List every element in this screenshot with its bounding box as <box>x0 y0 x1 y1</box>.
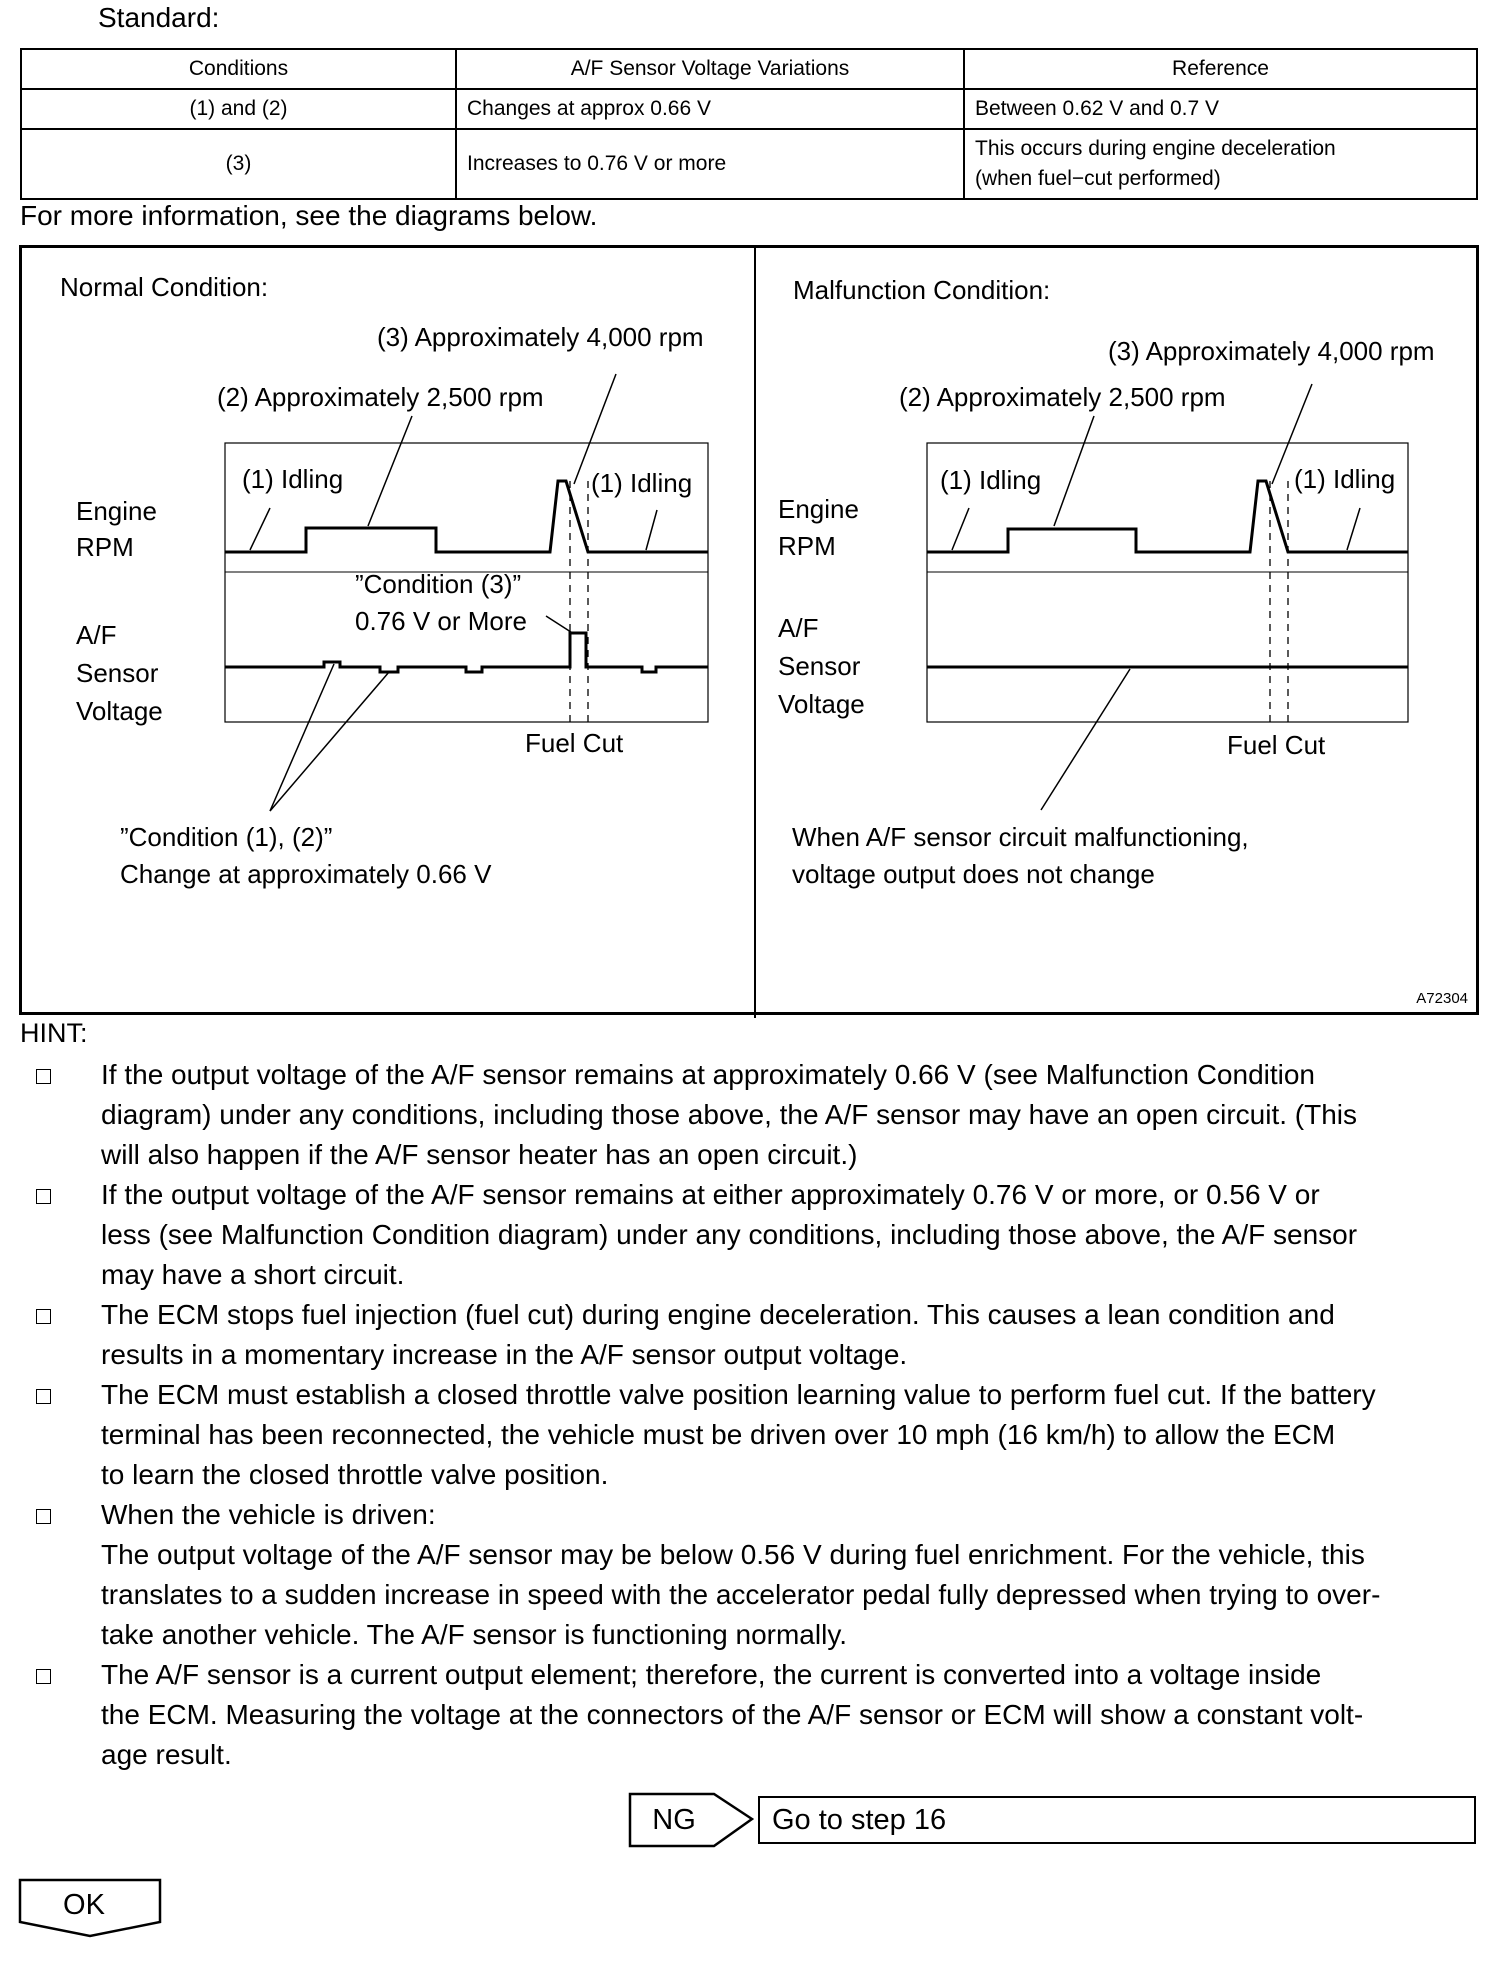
diagram-svg <box>22 248 1482 1018</box>
sensor-diagram-figure <box>19 245 1479 1015</box>
col-header-reference: Reference <box>964 49 1477 89</box>
checkbox-square-icon <box>36 1509 51 1524</box>
goto-step-button[interactable]: Go to step 16 <box>758 1796 1476 1844</box>
hint-line: The ECM stops fuel injection (fuel cut) during engine deceleration. This causes a lean condition and <box>101 1299 1335 1330</box>
hint-text <box>101 1375 1480 1495</box>
hint-line: take another vehicle. The A/F sensor is functioning normally. <box>101 1619 848 1650</box>
hint-line: the ECM. Measuring the voltage at the connectors of the A/F sensor or ECM will show a constant volt- <box>101 1699 1364 1730</box>
malfunction-label-4000rpm: (3) Approximately 4,000 rpm <box>1108 336 1435 366</box>
malfunction-idling-left: (1) Idling <box>940 465 1042 495</box>
cell-variation: Increases to 0.76 V or more <box>456 129 964 199</box>
cell-condition: (3) <box>21 129 456 199</box>
col-header-variations: A/F Sensor Voltage Variations <box>456 49 964 89</box>
normal-engine-label: Engine <box>76 496 157 526</box>
hint-line: will also happen if the A/F sensor heater has an open circuit.) <box>101 1139 858 1170</box>
hint-line: If the output voltage of the A/F sensor remains at either approximately 0.76 V or more, or 0.56 V or <box>101 1179 1320 1210</box>
malfunction-note-line1: When A/F sensor circuit malfunctioning, <box>792 822 1249 852</box>
hint-line: translates to a sudden increase in speed with the accelerator pedal fully depressed when trying to over- <box>101 1579 1381 1610</box>
checkbox-square-icon <box>36 1309 51 1324</box>
normal-idling-right: (1) Idling <box>591 468 693 498</box>
malfunction-leader-idling-right <box>1347 508 1360 550</box>
table-row <box>21 89 1477 129</box>
figure-code: A72304 <box>1416 990 1468 1007</box>
hint-item <box>30 1375 1480 1495</box>
more-info-text: For more information, see the diagrams below. <box>20 200 598 231</box>
normal-leader-idling-left <box>250 508 270 550</box>
normal-leader-2500 <box>368 416 412 526</box>
ng-arrow-icon <box>628 1792 754 1848</box>
cell-condition: (1) and (2) <box>21 89 456 129</box>
checkbox-square-icon <box>36 1069 51 1084</box>
malfunction-engine-label: Engine <box>778 494 859 524</box>
checkbox-square-icon <box>36 1389 51 1404</box>
cell-reference-line: (when fuel−cut performed) <box>975 167 1221 190</box>
malfunction-leader-idling-left <box>952 508 969 550</box>
malfunction-label-2500rpm: (2) Approximately 2,500 rpm <box>899 382 1226 412</box>
hint-line: If the output voltage of the A/F sensor remains at approximately 0.66 V (see Malfunction Condition <box>101 1059 1316 1090</box>
ng-label: NG <box>652 1804 696 1836</box>
malfunction-idling-right: (1) Idling <box>1294 464 1396 494</box>
normal-fuelcut-label: Fuel Cut <box>525 728 624 758</box>
hint-text <box>101 1495 1480 1655</box>
normal-title: Normal Condition: <box>60 272 269 302</box>
ok-arrow-icon[interactable] <box>18 1878 162 1938</box>
normal-af-label: A/F <box>76 620 117 650</box>
malfunction-note-line2: voltage output does not change <box>792 859 1155 889</box>
normal-cond3-line1: ”Condition (3)” <box>355 569 522 599</box>
checkbox-square-icon <box>36 1189 51 1204</box>
normal-idling-left: (1) Idling <box>242 464 344 494</box>
standard-table <box>20 48 1478 200</box>
cell-reference <box>964 129 1477 199</box>
malfunction-af-label: A/F <box>778 613 819 643</box>
malfunction-voltage-label: Voltage <box>778 689 865 719</box>
table-row <box>21 129 1477 199</box>
standard-label: Standard: <box>98 2 220 33</box>
malfunction-rpm-label: RPM <box>778 531 836 561</box>
malfunction-leader-2500 <box>1054 416 1094 526</box>
normal-cond12-line2: Change at approximately 0.66 V <box>120 859 492 889</box>
normal-leader-cond12-a <box>270 664 334 811</box>
malfunction-leader-note <box>1041 669 1130 810</box>
hint-item <box>30 1175 1480 1295</box>
hint-line: less (see Malfunction Condition diagram) under any conditions, including those above, the A/F sensor <box>101 1219 1358 1250</box>
hint-text <box>101 1295 1480 1375</box>
cell-reference-line: This occurs during engine deceleration <box>975 137 1336 160</box>
normal-label-4000rpm: (3) Approximately 4,000 rpm <box>377 322 704 352</box>
cell-reference: Between 0.62 V and 0.7 V <box>964 89 1477 129</box>
malfunction-fuelcut-label: Fuel Cut <box>1227 730 1326 760</box>
normal-rpm-label: RPM <box>76 532 134 562</box>
malfunction-title: Malfunction Condition: <box>793 275 1051 305</box>
table-header-row <box>21 49 1477 89</box>
ok-label: OK <box>63 1889 105 1921</box>
normal-sensor-label: Sensor <box>76 658 159 688</box>
hint-line: terminal has been reconnected, the vehicle must be driven over 10 mph (16 km/h) to allow the ECM <box>101 1419 1336 1450</box>
cell-variation: Changes at approx 0.66 V <box>456 89 964 129</box>
hint-item <box>30 1295 1480 1375</box>
normal-voltage-trace <box>225 633 708 672</box>
hint-line: to learn the closed throttle valve position. <box>101 1459 609 1490</box>
normal-leader-idling-right <box>646 510 657 550</box>
col-header-conditions: Conditions <box>21 49 456 89</box>
hint-label: HINT: <box>20 1018 88 1048</box>
hint-line: When the vehicle is driven: <box>101 1499 436 1530</box>
hint-line: The A/F sensor is a current output element; therefore, the current is converted into a voltage inside <box>101 1659 1322 1690</box>
normal-cond3-line2: 0.76 V or More <box>355 606 527 636</box>
hint-line: results in a momentary increase in the A/F sensor output voltage. <box>101 1339 908 1370</box>
hint-text <box>101 1055 1480 1175</box>
normal-voltage-label: Voltage <box>76 696 163 726</box>
normal-cond12-line1: ”Condition (1), (2)” <box>120 822 333 852</box>
normal-leader-cond12-b <box>270 672 389 811</box>
hint-line: diagram) under any conditions, including those above, the A/F sensor may have an open circuit. (This <box>101 1099 1358 1130</box>
hint-list <box>30 1055 1480 1775</box>
hint-item <box>30 1655 1480 1775</box>
hint-line: may have a short circuit. <box>101 1259 405 1290</box>
hint-text <box>101 1655 1480 1775</box>
hint-line: The ECM must establish a closed throttle valve position learning value to perform fuel cut. If the battery <box>101 1379 1376 1410</box>
malfunction-sensor-label: Sensor <box>778 651 861 681</box>
checkbox-square-icon <box>36 1669 51 1684</box>
hint-line: The output voltage of the A/F sensor may be below 0.56 V during fuel enrichment. For the vehicle, this <box>101 1539 1365 1570</box>
normal-label-2500rpm: (2) Approximately 2,500 rpm <box>217 382 544 412</box>
hint-item <box>30 1495 1480 1655</box>
hint-line: age result. <box>101 1739 232 1770</box>
hint-text <box>101 1175 1480 1295</box>
hint-item <box>30 1055 1480 1175</box>
